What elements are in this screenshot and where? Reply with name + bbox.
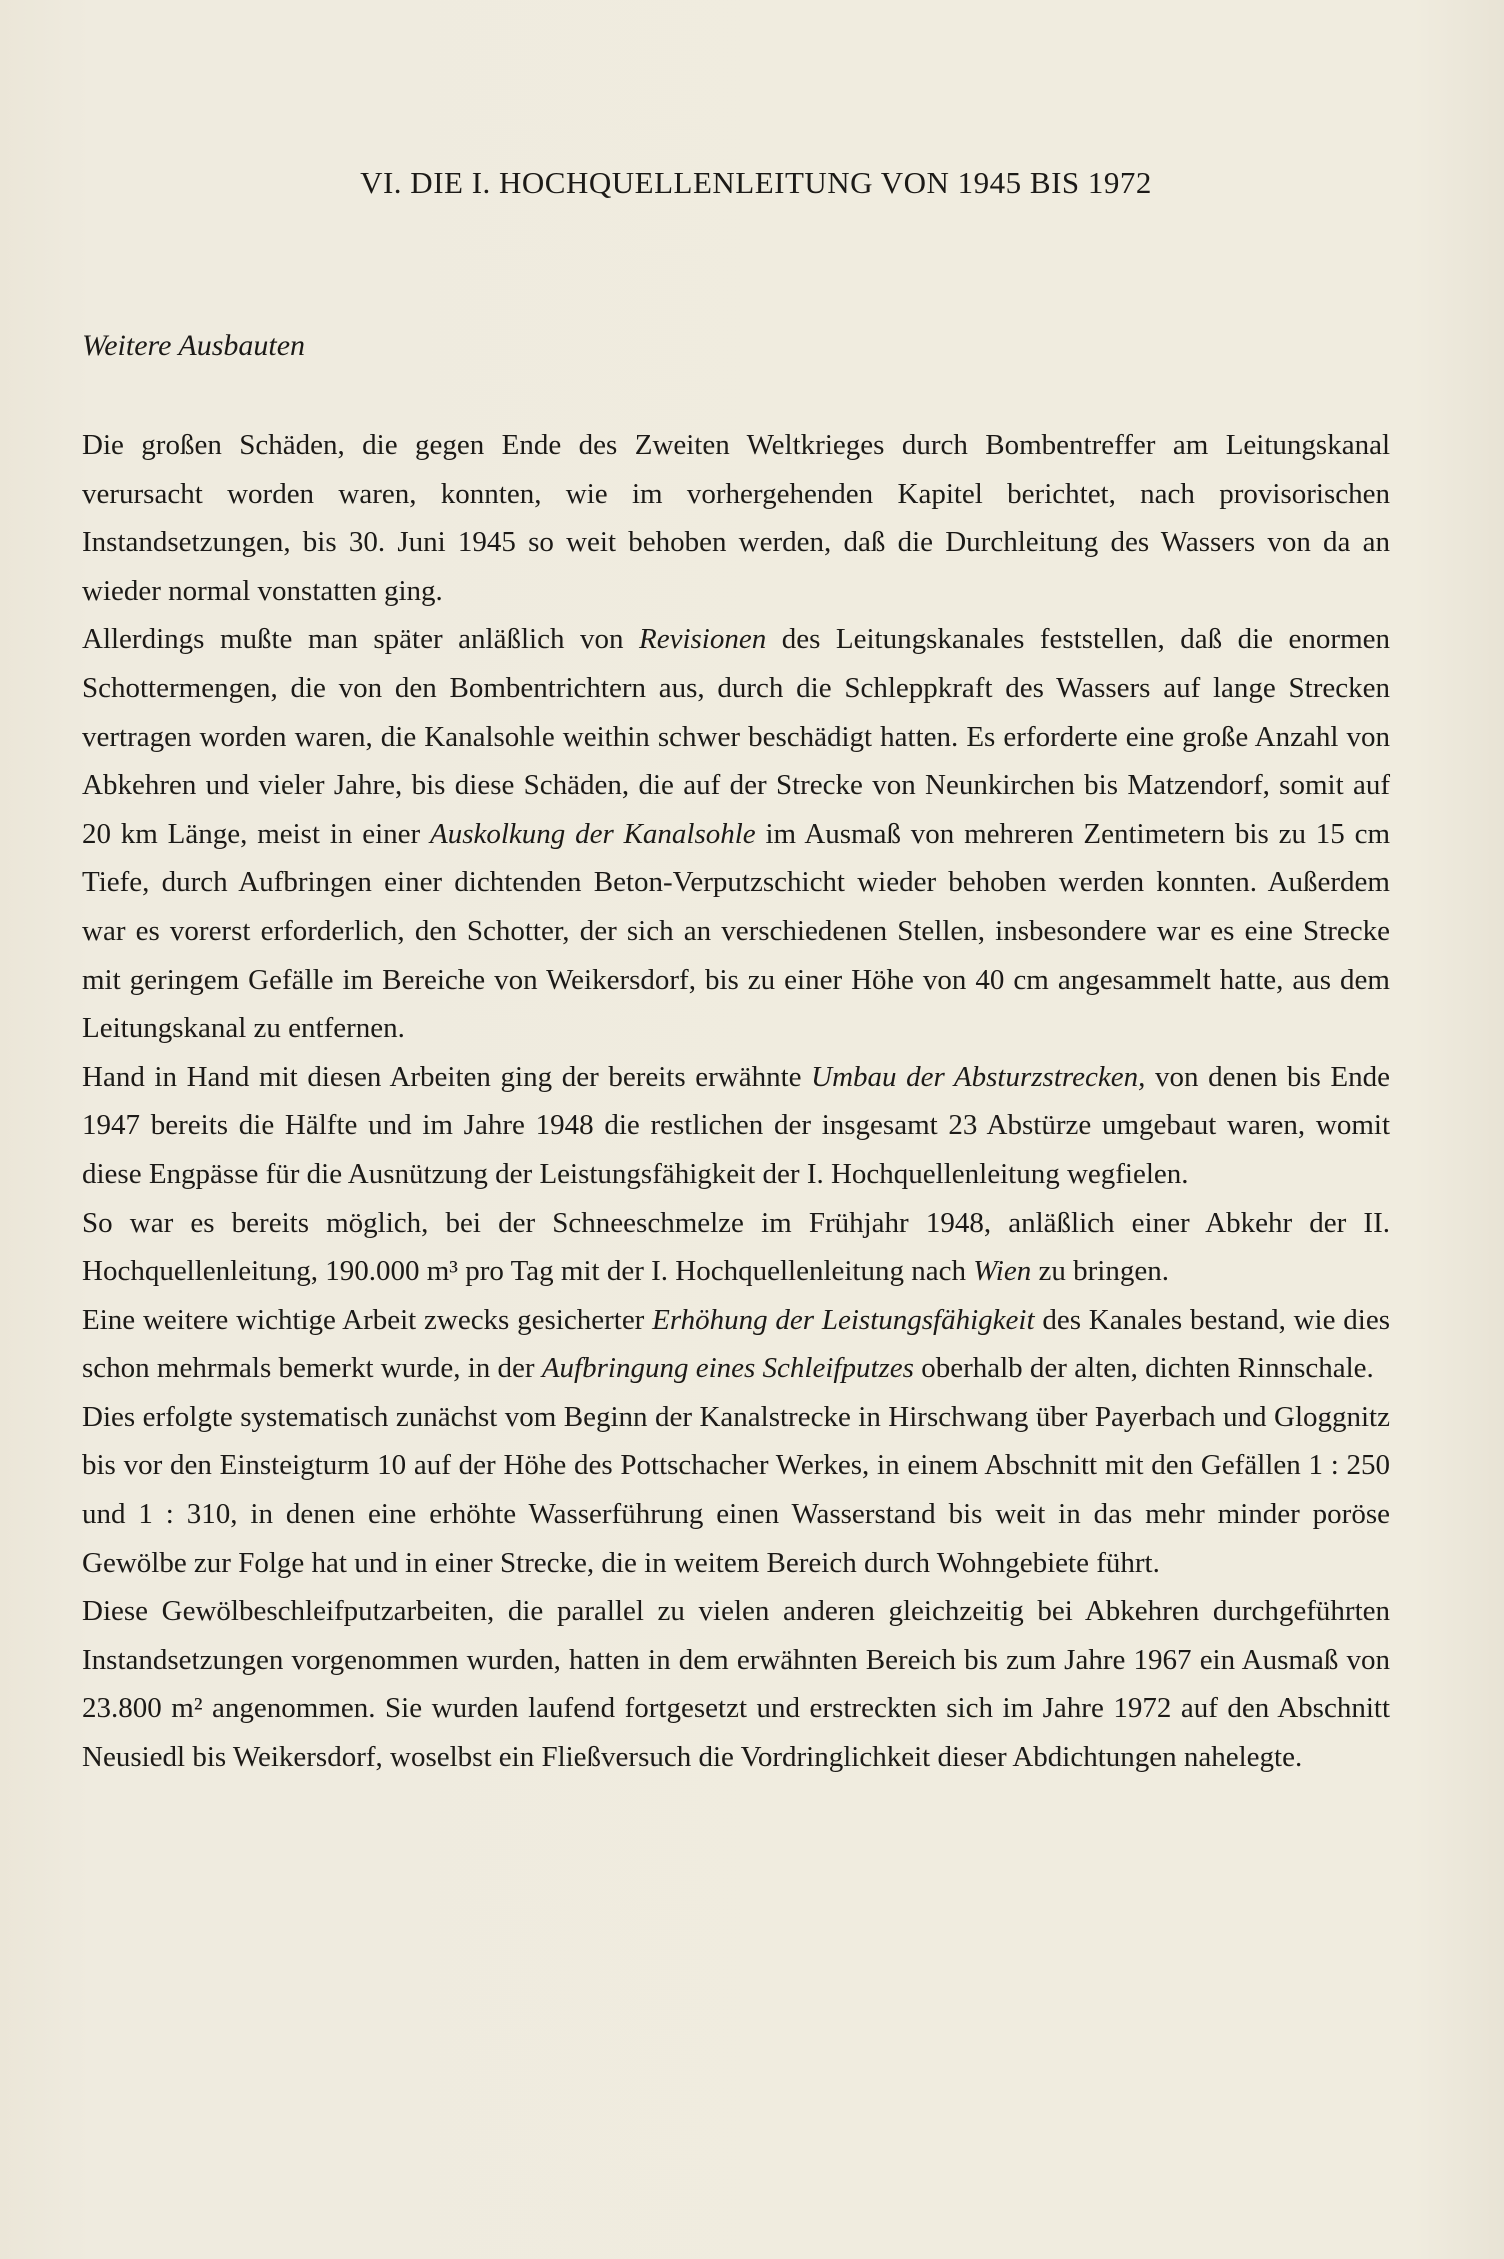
italic-term: Auskolkung der Kanalsohle [429, 817, 756, 850]
paragraph [82, 1053, 1390, 1199]
text-run: Hand in Hand mit diesen Arbeiten ging der bereits erwähnte [82, 1060, 812, 1093]
text-run: Eine weitere wichtige Arbeit zwecks gesicherter [82, 1303, 653, 1336]
italic-term: Wien [973, 1255, 1032, 1288]
text-run: oberhalb der alten, dichten Rinnschale. [913, 1352, 1374, 1385]
italic-term: Umbau der Absturzstrecken, [811, 1060, 1146, 1093]
section-heading: Weitere Ausbauten [82, 329, 306, 362]
text-run: Dies erfolgte systematisch zunächst vom Beginn der Kanalstrecke in Hirschwang über Payerbach und Gloggnitz bis vor den Einsteigturm 10 auf der Höhe des Pottschacher Werkes, in einem Abschnitt mit den Gefällen 1 : 250 und 1 : 310, in denen eine erhöhte Wasserführung einen Wasserstand bis weit in das mehr minder poröse Gewölbe zur Folge hat und in einer Strecke, die in weitem Bereich durch Wohngebiete führt. [82, 1400, 1390, 1579]
text-run: von denen bis Ende 1947 bereits die Hälfte und im Jahre 1948 die restlichen der insgesamt 23 Abstürze umgebaut waren, womit diese Engpässe für die Ausnützung der Leistungsfähigkeit der I. Hochquellenleitung wegfielen. [82, 1060, 1391, 1190]
text-run: Die großen Schäden, die gegen Ende des Zweiten Weltkrieges durch Bombentreffer am Leitungskanal verursacht worden waren, konnten, wie im vorhergehenden Kapitel berichtet, nach provisorischen Instandsetzungen, bis 30. Juni 1945 so weit behoben werden, daß die Durchleitung des Wassers von da an wieder normal vonstatten ging. [82, 429, 1390, 607]
body-text [82, 421, 1390, 1782]
text-run: Allerdings mußte man später anläßlich von [82, 623, 639, 656]
italic-term: Revisionen [638, 623, 767, 656]
paragraph [82, 421, 1390, 615]
paragraph [82, 615, 1390, 1052]
italic-term: Aufbringung eines Schleifputzes [541, 1352, 914, 1385]
page-content [82, 165, 1390, 1782]
paragraph [82, 1587, 1390, 1781]
text-run: des Kanales bestand, wie dies schon mehrmals bemerkt wurde, in der [82, 1303, 1390, 1385]
chapter-title: VI. DIE I. HOCHQUELLENLEITUNG VON 1945 BIS 1972 [360, 165, 1152, 200]
paragraph [82, 1296, 1390, 1393]
text-run: zu bringen. [1031, 1255, 1169, 1288]
text-run: So war es bereits möglich, bei der Schneeschmelze im Frühjahr 1948, anläßlich einer Abkehr der II. Hochquellenleitung, 190.000 m³ pro Tag mit der I. Hochquellenleitung nach [82, 1206, 1390, 1288]
text-run: im Ausmaß von mehreren Zentimetern bis zu 15 cm Tiefe, durch Aufbringen einer dichtenden Beton-Verputzschicht wieder behoben werden konnten. Außerdem war es vorerst erforderlich, den Schotter, der sich an verschiedenen Stellen, insbesondere war es eine Strecke mit geringem Gefälle im Bereiche von Weikersdorf, bis zu einer Höhe von 40 cm angesammelt hatte, aus dem Leitungskanal zu entfernen. [82, 817, 1391, 1045]
paragraph [82, 1199, 1390, 1296]
italic-term: Erhöhung der Leistungsfähigkeit [652, 1303, 1035, 1336]
text-run: des Leitungskanales feststellen, daß die enormen Schottermengen, die von den Bombentrichtern aus, durch die Schleppkraft des Wassers auf lange Strecken vertragen worden waren, die Kanalsohle weithin schwer beschädigt hatten. Es erforderte eine große Anzahl von Abkehren und vieler Jahre, bis diese Schäden, die auf der Strecke von Neunkirchen bis Matzendorf, somit auf 20 km Länge, meist in einer [82, 623, 1391, 850]
paragraph [82, 1393, 1390, 1587]
text-run: Diese Gewölbeschleifputzarbeiten, die parallel zu vielen anderen gleichzeitig bei Abkehren durchgeführten Instandsetzungen vorgenommen wurden, hatten in dem erwähnten Bereich bis zum Jahre 1967 ein Ausmaß von 23.800 m² angenommen. Sie wurden laufend fortgesetzt und erstreckten sich im Jahre 1972 auf den Abschnitt Neusiedl bis Weikersdorf, woselbst ein Fließversuch die Vordringlichkeit dieser Abdichtungen nahelegte. [82, 1595, 1390, 1774]
